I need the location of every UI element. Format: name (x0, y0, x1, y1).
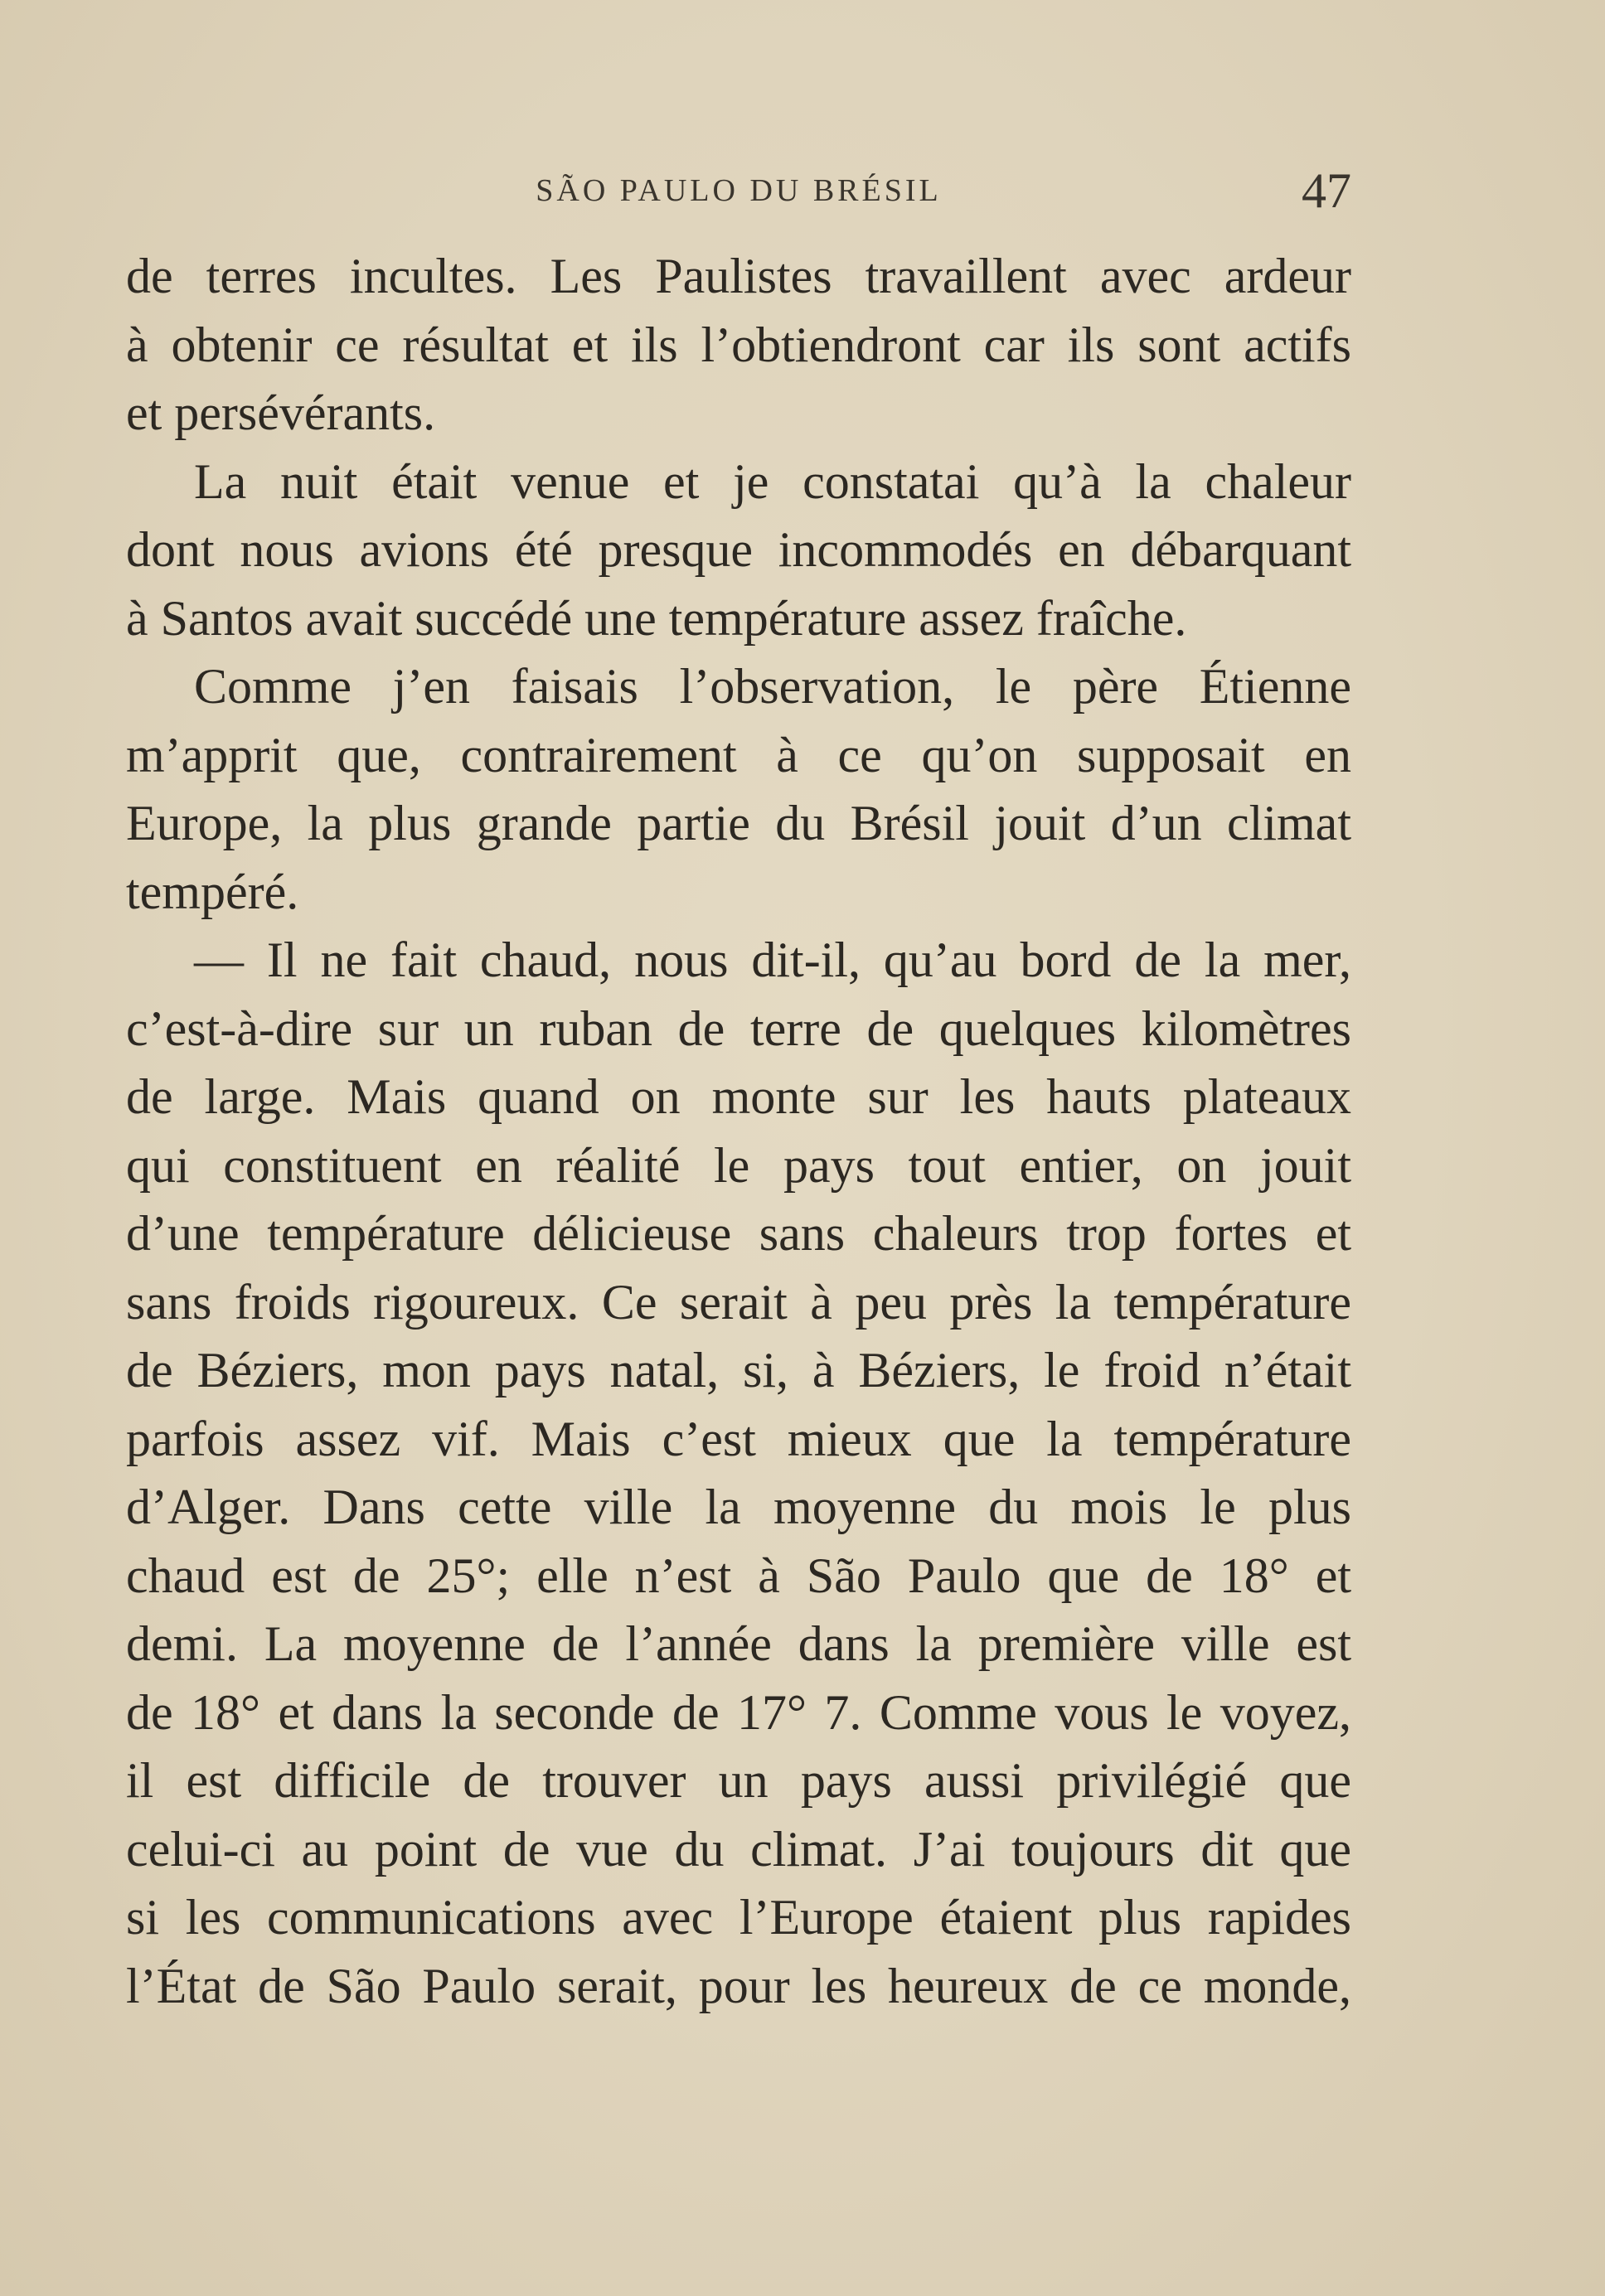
body-text (126, 242, 1351, 2020)
text-line: à Santos avait succédé une température assez fraîche. (126, 590, 1187, 646)
text-line: La nuit était venue et je constatai qu’à la chaleur (194, 453, 1351, 509)
text-line: de Béziers, mon pays natal, si, à Béziers, le froid n’était (126, 1343, 1351, 1397)
text-line: Comme j’en faisais l’observation, le père Étienne (194, 659, 1351, 714)
text-line: m’apprit que, contrairement à ce qu’on supposait en (126, 727, 1351, 782)
text-line: d’Alger. Dans cette ville la moyenne du mois le plus (126, 1480, 1351, 1534)
text-line: sans froids rigoureux. Ce serait à peu près la température (126, 1274, 1351, 1330)
text-line: chaud est de 25°; elle n’est à São Paulo que de 18° et (126, 1548, 1351, 1603)
text-line: l’État de São Paulo serait, pour les heureux de ce monde, (126, 1958, 1351, 2013)
running-title: SÃO PAULO DU BRÉSIL (536, 173, 942, 208)
text-line: de 18° et dans la seconde de 17° 7. Comme vous le voyez, (126, 1684, 1351, 1740)
text-line: de large. Mais quand on monte sur les hauts plateaux (126, 1069, 1351, 1124)
page-header (126, 162, 1351, 220)
text-line: d’une température délicieuse sans chaleurs trop fortes et (126, 1206, 1351, 1261)
text-line: il est difficile de trouver un pays aussi privilégié que (126, 1753, 1351, 1808)
text-line: demi. La moyenne de l’année dans la première ville est (126, 1616, 1351, 1671)
text-line: — Il ne fait chaud, nous dit-il, qu’au bord de la mer, (194, 932, 1351, 987)
text-line: tempéré. (126, 864, 299, 919)
text-line: parfois assez vif. Mais c’est mieux que la température (126, 1411, 1351, 1466)
text-line: de terres incultes. Les Paulistes travaillent avec ardeur (126, 249, 1351, 303)
text-line: à obtenir ce résultat et ils l’obtiendront car ils sont actifs (126, 317, 1351, 372)
text-line: c’est-à-dire sur un ruban de terre de quelques kilomètres (126, 1000, 1351, 1056)
text-line: dont nous avions été presque incommodés en débarquant (126, 522, 1351, 577)
text-line: celui-ci au point de vue du climat. J’ai toujours dit que (126, 1821, 1351, 1877)
text-line: et persévérants. (126, 385, 436, 440)
text-line: si les communications avec l’Europe étaient plus rapides (126, 1890, 1351, 1945)
text-line: qui constituent en réalité le pays tout entier, on jouit (126, 1137, 1351, 1193)
page-number: 47 (1302, 163, 1351, 218)
text-line: Europe, la plus grande partie du Brésil jouit d’un climat (126, 796, 1351, 850)
